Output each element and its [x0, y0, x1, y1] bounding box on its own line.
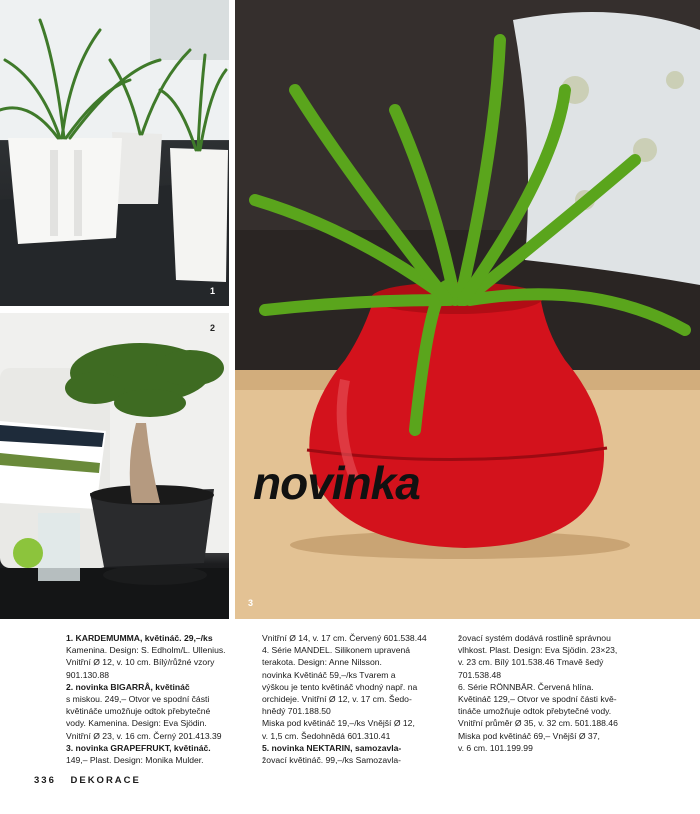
text-line: 149,– Plast. Design: Monika Mulder. — [66, 755, 204, 766]
page-footer — [34, 775, 141, 786]
text-line: Miska pod květináč 69,– Vnější Ø 37, — [458, 730, 600, 741]
text-line: žovací květináč. 99,–/ks Samozavla- — [262, 755, 401, 766]
text-line: 1. KARDEMUMMA, květináč. 29,–/ks — [66, 633, 213, 643]
text-line: Kamenina. Design: S. Edholm/L. Ullenius. — [66, 645, 226, 656]
text-line: Vnitřní průměr Ø 35, v. 32 cm. 501.188.46 — [458, 718, 618, 729]
text-line: Květináč 129,– Otvor ve spodní části kvě- — [458, 694, 617, 705]
text-line: hnědý 701.188.50 — [262, 706, 331, 717]
text-line: Miska pod květináč 19,–/ks Vnější Ø 12, — [262, 718, 415, 729]
text-line: v. 1,5 cm. Šedohnědá 601.310.41 — [262, 730, 391, 741]
text-line: 901.130.88 — [66, 669, 110, 680]
photo-red-pot-fern — [235, 0, 700, 619]
text-line: 2. novinka BIGARRÅ, květináč — [66, 681, 190, 692]
text-column-2 — [262, 632, 450, 766]
text-line: Vnitřní Ø 23, v. 16 cm. Černý 201.413.39 — [66, 730, 222, 741]
text-line: orchideje. Vnitřní Ø 12, v. 17 cm. Šedo- — [262, 694, 412, 705]
section-title: DEKORACE — [70, 775, 141, 786]
photo-number-2: 2 — [210, 323, 216, 333]
text-line: tináče umožňuje odtok přebytečné vody. — [458, 706, 612, 717]
red-pot-illustration — [235, 0, 700, 619]
text-line: vody. Kamenina. Design: Eva Sjödin. — [66, 718, 207, 729]
text-column-3 — [458, 632, 646, 754]
photo-number-1: 1 — [210, 286, 216, 296]
text-line: 6. Série RÖNNBÄR. Červená hlína. — [458, 681, 594, 692]
text-line: novinka Květináč 59,–/ks Tvarem a — [262, 669, 396, 680]
text-line: výškou je tento květináč vhodný např. na — [262, 681, 418, 692]
text-line: s miskou. 249,– Otvor ve spodní části — [66, 694, 210, 705]
bonsai-illustration — [0, 313, 229, 619]
photo-number-3: 3 — [248, 598, 254, 608]
text-line: květináče umožňuje odtok přebytečné — [66, 706, 211, 717]
novinka-badge: novinka — [253, 457, 420, 509]
text-line: žovací systém dodává rostlině správnou — [458, 633, 611, 643]
text-line: Vnitřní Ø 14, v. 17 cm. Červený 601.538.44 — [262, 633, 427, 643]
text-line: 4. Série MANDEL. Silikonem upravená — [262, 645, 411, 656]
text-line: 701.538.48 — [458, 669, 502, 680]
text-line: v. 23 cm. Bílý 101.538.46 Tmavě šedý — [458, 657, 604, 668]
text-line: 5. novinka NEKTARIN, samozavla- — [262, 742, 402, 753]
text-line: Vnitřní Ø 12, v. 10 cm. Bílý/růžné vzory — [66, 657, 215, 668]
text-column-1 — [66, 632, 254, 766]
text-line: terakota. Design: Anne Nilsson. — [262, 657, 382, 668]
photo-white-pots — [0, 0, 229, 306]
white-pots-illustration — [0, 0, 229, 306]
page-number: 336 — [34, 775, 56, 786]
text-line: v. 6 cm. 101.199.99 — [458, 742, 533, 753]
photo-bonsai-pot — [0, 313, 229, 619]
text-line: vlhkost. Plast. Design: Eva Sjödin. 23×23, — [458, 645, 618, 656]
text-line: 3. novinka GRAPEFRUKT, květináč. — [66, 742, 211, 753]
